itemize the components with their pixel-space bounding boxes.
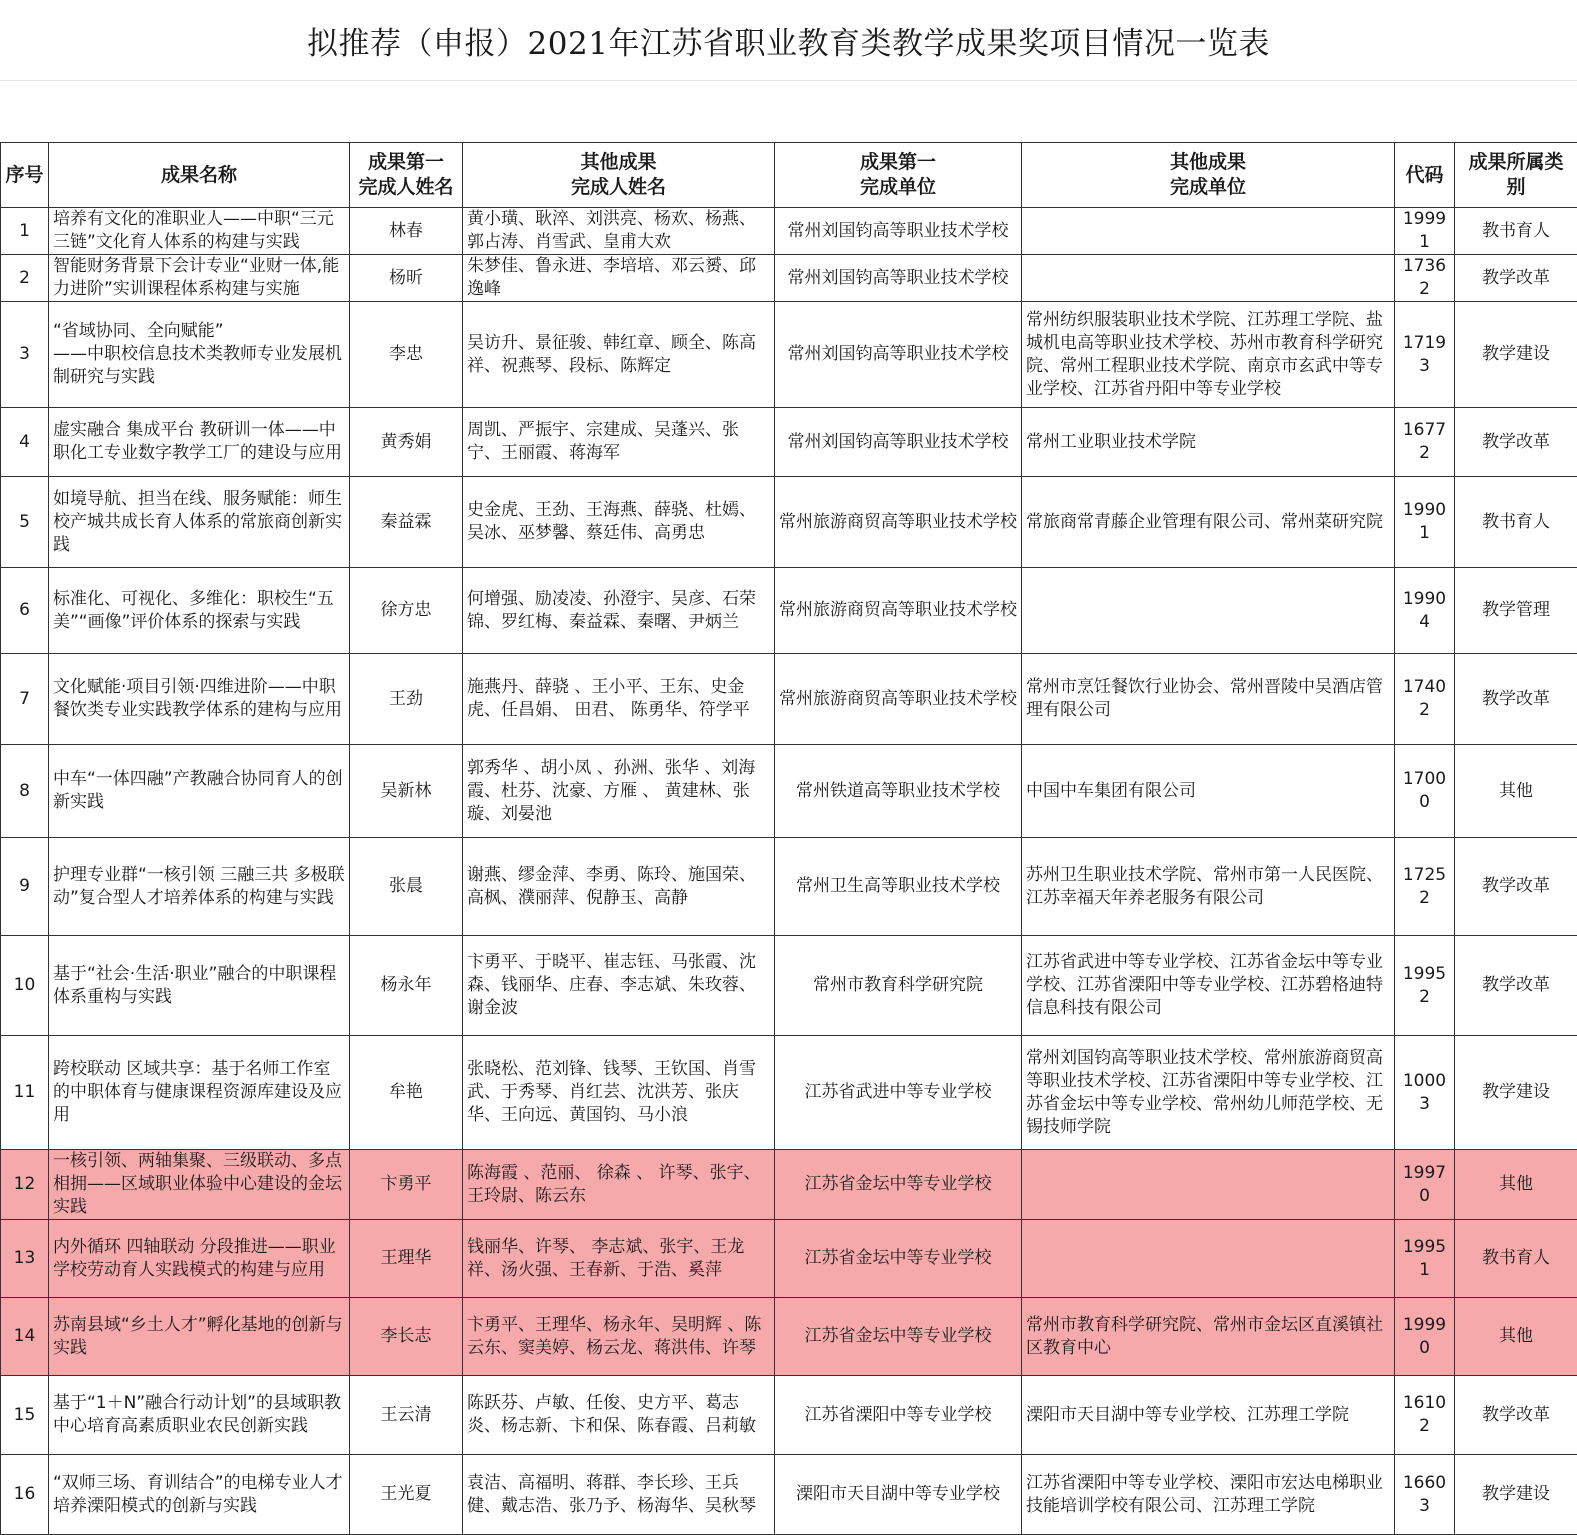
cell-code: 19990 (1395, 1298, 1455, 1376)
cell-first-person: 黄秀娟 (350, 408, 463, 477)
cell-code: 17193 (1395, 302, 1455, 408)
cell-other-persons: 施燕丹、薛骁 、王小平、王东、史金虎、任昌娟、 田君、 陈勇华、符学平 (463, 654, 775, 745)
cell-other-persons: 陈跃芬、卢敏、任俊、史方平、葛志炎、杨志新、卞和保、陈春霞、吕莉敏 (463, 1376, 775, 1455)
table-row (1, 408, 1577, 477)
cell-first-unit: 常州旅游商贸高等职业技术学校 (775, 477, 1022, 568)
cell-first-person: 李长志 (350, 1298, 463, 1376)
cell-category: 教学改革 (1455, 936, 1577, 1036)
table-row (1, 208, 1577, 255)
cell-category: 教书育人 (1455, 1220, 1577, 1298)
table-row (1, 654, 1577, 745)
cell-other-persons: 周凯、严振宇、宗建成、吴蓬兴、张宁、王丽霞、蒋海军 (463, 408, 775, 477)
cell-seq: 16 (1, 1455, 49, 1535)
cell-seq: 4 (1, 408, 49, 477)
cell-category: 教学管理 (1455, 568, 1577, 654)
cell-name: 标准化、可视化、多维化：职校生“五美”“画像”评价体系的探索与实践 (49, 568, 350, 654)
cell-seq: 3 (1, 302, 49, 408)
cell-name: 苏南县域“乡土人才”孵化基地的创新与实践 (49, 1298, 350, 1376)
cell-first-unit: 常州刘国钧高等职业技术学校 (775, 208, 1022, 255)
cell-category: 教学改革 (1455, 654, 1577, 745)
cell-first-person: 王云清 (350, 1376, 463, 1455)
cell-first-unit: 江苏省金坛中等专业学校 (775, 1150, 1022, 1220)
cell-other-persons: 谢燕、缪金萍、李勇、陈玲、施国荣、高枫、濮丽萍、倪静玉、高静 (463, 838, 775, 936)
cell-other-units (1022, 1220, 1395, 1298)
cell-name: 如境导航、担当在线、服务赋能：师生校产城共成长育人体系的常旅商创新实践 (49, 477, 350, 568)
cell-name: 文化赋能·项目引领·四维进阶——中职餐饮类专业实践教学体系的建构与应用 (49, 654, 350, 745)
cell-category: 教学改革 (1455, 1376, 1577, 1455)
cell-code: 16102 (1395, 1376, 1455, 1455)
cell-other-persons: 钱丽华、许琴、 李志斌、张宇、王龙祥、汤火强、王春新、于浩、奚萍 (463, 1220, 775, 1298)
cell-other-persons: 史金虎、王劲、王海燕、薛骁、杜嫣、吴冰、巫梦馨、蔡廷伟、高勇忠 (463, 477, 775, 568)
header-category: 成果所属类 别 (1455, 143, 1577, 208)
header-name: 成果名称 (49, 143, 350, 208)
header-other-units: 其他成果 完成单位 (1022, 143, 1395, 208)
cell-code: 16603 (1395, 1455, 1455, 1535)
cell-first-unit: 常州刘国钧高等职业技术学校 (775, 302, 1022, 408)
cell-code: 19991 (1395, 208, 1455, 255)
table-row (1, 302, 1577, 408)
cell-seq: 10 (1, 936, 49, 1036)
cell-name: 跨校联动 区域共享：基于名师工作室的中职体育与健康课程资源库建设及应用 (49, 1036, 350, 1150)
cell-first-person: 秦益霖 (350, 477, 463, 568)
cell-first-person: 王理华 (350, 1220, 463, 1298)
cell-category: 教学建设 (1455, 1455, 1577, 1535)
cell-name: 中车“一体四融”产教融合协同育人的创新实践 (49, 745, 350, 838)
cell-other-persons: 朱梦佳、鲁永进、李培培、邓云赟、邱逸峰 (463, 255, 775, 302)
cell-name: “双师三场、育训结合”的电梯专业人才培养溧阳模式的创新与实践 (49, 1455, 350, 1535)
table-row (1, 255, 1577, 302)
table-row (1, 1220, 1577, 1298)
cell-code: 17000 (1395, 745, 1455, 838)
cell-other-persons: 卞勇平、王理华、杨永年、吴明辉 、陈云东、窦美婷、杨云龙、蒋洪伟、许琴 (463, 1298, 775, 1376)
title-bar (0, 0, 1577, 81)
cell-name: 基于“社会·生活·职业”融合的中职课程体系重构与实践 (49, 936, 350, 1036)
cell-name: 基于“1＋N”融合行动计划”的县域职教中心培育高素质职业农民创新实践 (49, 1376, 350, 1455)
cell-first-person: 林春 (350, 208, 463, 255)
cell-other-persons: 何增强、励凌凌、孙澄宇、吴彦、石荣锦、罗红梅、秦益霖、秦曙、尹炳兰 (463, 568, 775, 654)
cell-other-units (1022, 568, 1395, 654)
table-body (1, 208, 1577, 1535)
cell-seq: 13 (1, 1220, 49, 1298)
cell-first-unit: 江苏省溧阳中等专业学校 (775, 1376, 1022, 1455)
table-row (1, 1376, 1577, 1455)
cell-category: 教学改革 (1455, 408, 1577, 477)
header-seq: 序号 (1, 143, 49, 208)
cell-seq: 11 (1, 1036, 49, 1150)
cell-other-persons: 张晓松、范刘锋、钱琴、王钦国、肖雪武、于秀琴、肖红芸、沈洪芳、张庆华、王向远、黄国钧、马小浪 (463, 1036, 775, 1150)
table-row (1, 936, 1577, 1036)
cell-first-unit: 常州刘国钧高等职业技术学校 (775, 408, 1022, 477)
cell-name: 一核引领、两轴集聚、三级联动、多点相拥——区域职业体验中心建设的金坛实践 (49, 1150, 350, 1220)
cell-category: 教学改革 (1455, 838, 1577, 936)
cell-code: 17252 (1395, 838, 1455, 936)
cell-code: 19951 (1395, 1220, 1455, 1298)
cell-name: “省域协同、全向赋能” ——中职校信息技术类教师专业发展机制研究与实践 (49, 302, 350, 408)
cell-category: 教书育人 (1455, 477, 1577, 568)
cell-code: 17402 (1395, 654, 1455, 745)
cell-category: 教书育人 (1455, 208, 1577, 255)
cell-seq: 9 (1, 838, 49, 936)
cell-category: 教学建设 (1455, 1036, 1577, 1150)
cell-category: 教学改革 (1455, 255, 1577, 302)
cell-seq: 7 (1, 654, 49, 745)
cell-code: 19970 (1395, 1150, 1455, 1220)
cell-first-unit: 溧阳市天目湖中等专业学校 (775, 1455, 1022, 1535)
cell-other-units: 江苏省溧阳中等专业学校、溧阳市宏达电梯职业技能培训学校有限公司、江苏理工学院 (1022, 1455, 1395, 1535)
cell-category: 其他 (1455, 745, 1577, 838)
cell-first-unit: 常州旅游商贸高等职业技术学校 (775, 568, 1022, 654)
cell-code: 16772 (1395, 408, 1455, 477)
cell-code: 19952 (1395, 936, 1455, 1036)
cell-other-units: 常州工业职业技术学院 (1022, 408, 1395, 477)
cell-other-units: 常旅商常青藤企业管理有限公司、常州菜研究院 (1022, 477, 1395, 568)
results-table (0, 142, 1577, 1535)
cell-other-units (1022, 1150, 1395, 1220)
table-row (1, 1455, 1577, 1535)
cell-first-unit: 常州旅游商贸高等职业技术学校 (775, 654, 1022, 745)
cell-code: 17362 (1395, 255, 1455, 302)
cell-other-units: 江苏省武进中等专业学校、江苏省金坛中等专业学校、江苏省溧阳中等专业学校、江苏碧格迪特信息科技有限公司 (1022, 936, 1395, 1036)
cell-seq: 5 (1, 477, 49, 568)
cell-first-unit: 常州铁道高等职业技术学校 (775, 745, 1022, 838)
cell-category: 教学建设 (1455, 302, 1577, 408)
cell-first-unit: 常州卫生高等职业技术学校 (775, 838, 1022, 936)
cell-name: 智能财务背景下会计专业“业财一体,能力进阶”实训课程体系构建与实施 (49, 255, 350, 302)
cell-name: 护理专业群“一核引领 三融三共 多极联动”复合型人才培养体系的构建与实践 (49, 838, 350, 936)
cell-name: 虚实融合 集成平台 教研训一体——中职化工专业数字教学工厂的建设与应用 (49, 408, 350, 477)
page-title: 拟推荐（申报）2021年江苏省职业教育类教学成果奖项目情况一览表 (0, 18, 1577, 63)
cell-first-person: 吴新林 (350, 745, 463, 838)
cell-first-person: 杨昕 (350, 255, 463, 302)
cell-first-unit: 常州刘国钧高等职业技术学校 (775, 255, 1022, 302)
header-other-persons: 其他成果 完成人姓名 (463, 143, 775, 208)
cell-seq: 1 (1, 208, 49, 255)
cell-seq: 15 (1, 1376, 49, 1455)
cell-first-person: 王光夏 (350, 1455, 463, 1535)
cell-other-units: 中国中车集团有限公司 (1022, 745, 1395, 838)
cell-other-units: 溧阳市天目湖中等专业学校、江苏理工学院 (1022, 1376, 1395, 1455)
cell-other-persons: 袁洁、高福明、蒋群、李长珍、王兵健、戴志浩、张乃予、杨海华、吴秋琴 (463, 1455, 775, 1535)
cell-other-units: 常州市教育科学研究院、常州市金坛区直溪镇社区教育中心 (1022, 1298, 1395, 1376)
table-row (1, 1036, 1577, 1150)
cell-other-units: 常州纺织服装职业技术学院、江苏理工学院、盐城机电高等职业技术学校、苏州市教育科学研究院、常州工程职业技术学院、南京市玄武中等专业学校、江苏省丹阳中等专业学校 (1022, 302, 1395, 408)
cell-category: 其他 (1455, 1150, 1577, 1220)
table-row (1, 1298, 1577, 1376)
cell-other-units (1022, 255, 1395, 302)
cell-first-person: 杨永年 (350, 936, 463, 1036)
cell-first-person: 张晨 (350, 838, 463, 936)
table-row (1, 477, 1577, 568)
cell-name: 培养有文化的准职业人——中职“三元三链”文化育人体系的构建与实践 (49, 208, 350, 255)
cell-seq: 6 (1, 568, 49, 654)
cell-first-unit: 江苏省金坛中等专业学校 (775, 1220, 1022, 1298)
table-row (1, 838, 1577, 936)
header-first-unit: 成果第一 完成单位 (775, 143, 1022, 208)
table-row (1, 568, 1577, 654)
cell-other-persons: 吴访升、景征骏、韩红章、顾全、陈高祥、祝燕琴、段标、陈辉定 (463, 302, 775, 408)
cell-code: 19901 (1395, 477, 1455, 568)
header-row (1, 143, 1577, 208)
cell-seq: 2 (1, 255, 49, 302)
cell-other-units (1022, 208, 1395, 255)
cell-other-units: 苏州卫生职业技术学院、常州市第一人民医院、江苏幸福天年养老服务有限公司 (1022, 838, 1395, 936)
cell-seq: 14 (1, 1298, 49, 1376)
cell-first-person: 王劲 (350, 654, 463, 745)
cell-first-person: 卞勇平 (350, 1150, 463, 1220)
cell-first-unit: 江苏省武进中等专业学校 (775, 1036, 1022, 1150)
cell-other-persons: 卞勇平、于晓平、崔志钰、马张霞、沈森、钱丽华、庄春、李志斌、朱玫蓉、谢金波 (463, 936, 775, 1036)
cell-code: 10003 (1395, 1036, 1455, 1150)
cell-first-person: 牟艳 (350, 1036, 463, 1150)
cell-other-units: 常州刘国钧高等职业技术学校、常州旅游商贸高等职业技术学校、江苏省溧阳中等专业学校、江苏省金坛中等专业学校、常州幼儿师范学校、无锡技师学院 (1022, 1036, 1395, 1150)
cell-other-persons: 郭秀华 、胡小凤 、孙洲、张华 、刘海霞、杜芬、沈豪、方雁 、 黄建林、张璇、刘晏池 (463, 745, 775, 838)
cell-name: 内外循环 四轴联动 分段推进——职业学校劳动育人实践模式的构建与应用 (49, 1220, 350, 1298)
cell-other-persons: 陈海霞 、范丽、 徐森 、 许琴、张宇、王玲尉、陈云东 (463, 1150, 775, 1220)
cell-seq: 12 (1, 1150, 49, 1220)
cell-first-person: 徐方忠 (350, 568, 463, 654)
cell-code: 19904 (1395, 568, 1455, 654)
table-row (1, 745, 1577, 838)
cell-other-units: 常州市烹饪餐饮行业协会、常州晋陵中吴酒店管理有限公司 (1022, 654, 1395, 745)
cell-other-persons: 黄小璜、耿淬、刘洪亮、杨欢、杨燕、郭占涛、肖雪武、皇甫大欢 (463, 208, 775, 255)
header-code: 代码 (1395, 143, 1455, 208)
cell-category: 其他 (1455, 1298, 1577, 1376)
cell-first-person: 李忠 (350, 302, 463, 408)
header-first-person: 成果第一 完成人姓名 (350, 143, 463, 208)
cell-seq: 8 (1, 745, 49, 838)
cell-first-unit: 常州市教育科学研究院 (775, 936, 1022, 1036)
table-row (1, 1150, 1577, 1220)
cell-first-unit: 江苏省金坛中等专业学校 (775, 1298, 1022, 1376)
